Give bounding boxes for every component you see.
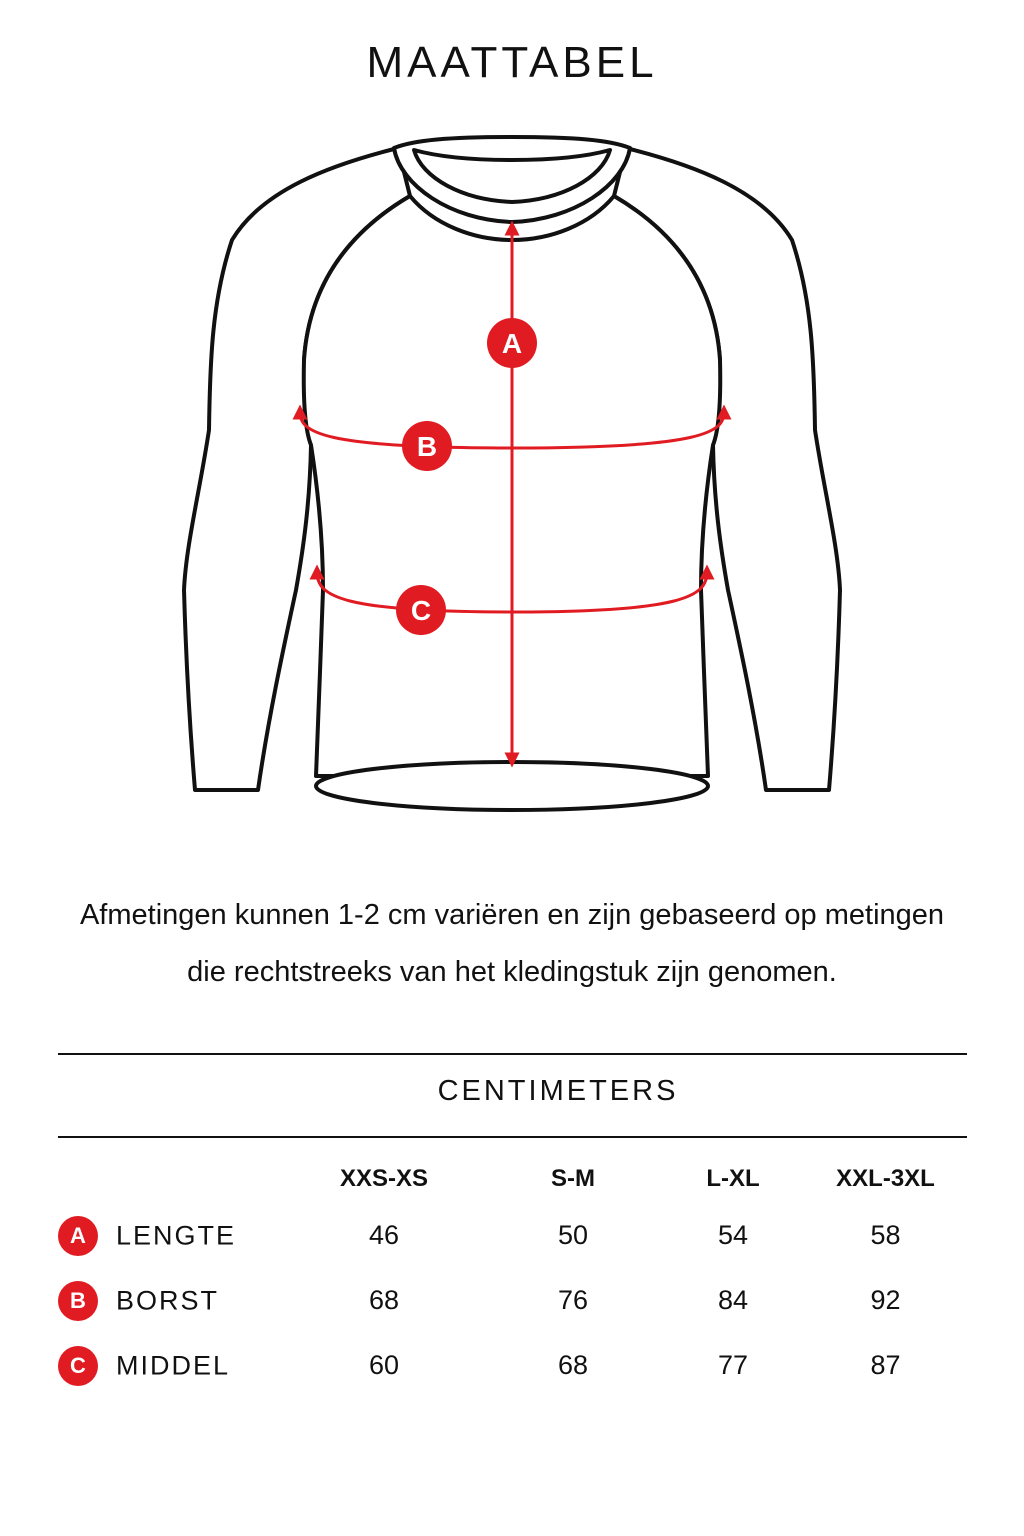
column-header: XXS-XS xyxy=(339,1165,429,1192)
table-cell: 68 xyxy=(557,1350,589,1380)
row-label: MIDDEL xyxy=(116,1350,231,1380)
table-row xyxy=(58,1268,967,1333)
table-cell: 87 xyxy=(870,1350,901,1380)
row-header xyxy=(58,1333,284,1398)
unit-label: CENTIMETERS xyxy=(437,1075,679,1107)
shirt-diagram xyxy=(0,120,1024,820)
table-row xyxy=(58,1333,967,1398)
column-header: S-M xyxy=(551,1165,595,1192)
table-cell: 84 xyxy=(717,1285,749,1315)
row-label: LENGTE xyxy=(116,1220,237,1250)
badge-b: B xyxy=(58,1281,98,1321)
badge-a: A xyxy=(58,1216,98,1256)
size-table xyxy=(58,1155,967,1398)
divider-bottom xyxy=(58,1136,967,1138)
table-cell: 50 xyxy=(557,1220,589,1250)
marker-c-label: C xyxy=(410,595,432,626)
measurement-note: Afmetingen kunnen 1-2 cm variëren en zijn gebaseerd op metingen die rechtstreeks van het kledingstuk zijn genomen. xyxy=(79,899,945,988)
hem xyxy=(316,762,708,810)
marker-b xyxy=(402,421,452,471)
badge-c: C xyxy=(58,1346,98,1386)
table-cell: 92 xyxy=(870,1285,901,1315)
marker-a-label: A xyxy=(501,328,523,359)
table-cell: 58 xyxy=(870,1220,901,1250)
table-cell: 77 xyxy=(717,1350,749,1380)
table-row xyxy=(58,1203,967,1268)
corner-cell xyxy=(58,1155,284,1203)
table-cell: 54 xyxy=(717,1220,749,1250)
marker-b-label: B xyxy=(416,431,438,462)
column-header: L-XL xyxy=(706,1165,760,1192)
marker-c xyxy=(396,585,446,635)
row-label: BORST xyxy=(116,1285,220,1315)
table-header-row xyxy=(58,1155,967,1203)
table-cell: 60 xyxy=(368,1350,400,1380)
page-title: MAATTABEL xyxy=(366,38,658,87)
table-cell: 68 xyxy=(368,1285,400,1315)
row-header xyxy=(58,1268,284,1333)
divider-top xyxy=(58,1053,967,1055)
table-cell: 46 xyxy=(368,1220,400,1250)
column-header: XXL-3XL xyxy=(836,1165,935,1192)
table-cell: 76 xyxy=(557,1285,589,1315)
marker-a xyxy=(487,318,537,368)
row-header xyxy=(58,1203,284,1268)
